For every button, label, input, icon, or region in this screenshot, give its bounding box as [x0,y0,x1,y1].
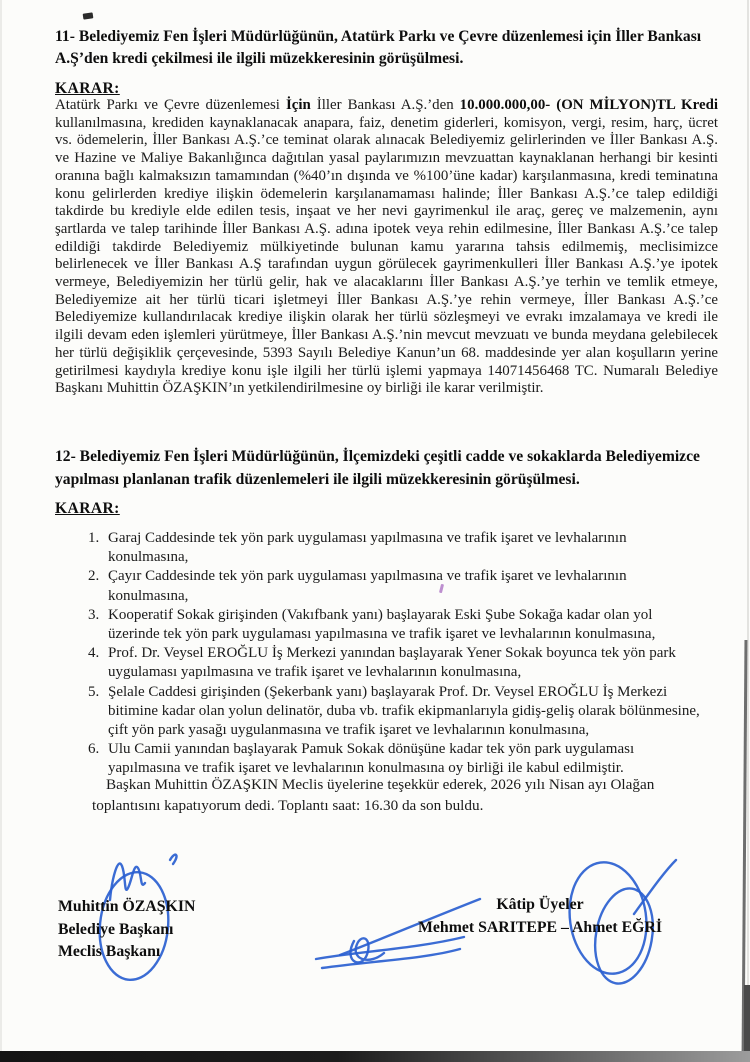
karar-11-seg4-bold: 10.000.000,00- (ON MİLYON)TL Kredi [459,97,718,113]
list-item-number: 4. [88,645,100,662]
list-item-text: Prof. Dr. Veysel EROĞLU İş Merkezi yanından başlayarak Yener Sokak boyunca tek yön park uygulaması yapılmasına ve trafik işaret ve levhalarının konulmasına, [108,645,676,681]
list-item [88,567,702,605]
scan-ink-smudge [83,12,94,19]
list-item-number: 2. [88,568,100,585]
closing-paragraph: Başkan Muhittin ÖZAŞKIN Meclis üyelerine teşekkür ederek, 2026 yılı Nisan ayı Olağan toplantısını kapatıyorum dedi. Toplantı saat: 16.30 da son buldu. [92,776,655,814]
karar-11-seg1: Atatürk Parkı ve Çevre düzenlemesi [55,97,286,113]
list-item [88,683,702,741]
karar-11-seg2-bold: İçin [285,97,311,113]
agenda-item-12-heading: 12- Belediyemiz Fen İşleri Müdürlüğünün, İlçemizdeki çeşitli cadde ve sokaklarda Belediyemizce yapılması planlanan trafik düzenlemeleri ile ilgili müzekkeresinin görüşülmesi. [55,448,700,488]
list-item-text: Garaj Caddesinde tek yön park uygulaması yapılmasına ve trafik işaret ve levhalarının konulmasına, [108,530,627,566]
list-item-number: 5. [88,683,100,700]
list-item-text: Şelale Caddesi girişinden (Şekerbank yanı) başlayarak Prof. Dr. Veysel EROĞLU İş Merkezi bitimine kadar olan yolun delinatör, duba vb. trafik ekipmanlarıyla gidiş-geliş olarak bölünmesine, çift yön park yasağı uygulanmasına ve trafik işaret ve levhalarının konulmasına, [108,683,700,739]
scan-edge-bottom-bar [0,1051,750,1062]
scan-edge-left [0,0,2,1062]
traffic-decision-list [88,529,702,779]
karar-11-seg3: İller Bankası A.Ş.’den [310,97,460,113]
list-item [88,644,702,682]
clerks-heading: Kâtip Üyeler [496,896,584,913]
list-item-text: Çayır Caddesinde tek yön park uygulaması yapılmasına ve trafik işaret ve levhalarının konulmasına, [108,568,627,604]
karar-11-seg5: kullanılmasına, krediden kaynaklanacak anapara, faiz, denetim giderleri, komisyon, vergi, resim, harç, ücret vs. ödemelerin, İller Bankası A.Ş.’ce teminat olarak alınacak Belediyemiz gelirlerinden ve İller Bankası A.Ş. ve Hazine ve Maliye Bakanlığınca dağıtılan yasal paylarımızın mevzuattan kaynaklanan herhangi bir kesinti oranına bağlı kalmaksızın tamamından (%40’ın dışında ve %100’üne kadar) karşılanmasına, kredi teminatına konu gelirlerden krediye ilişkin ödemelerin karşılanamaması halinde; İller Bankası A.Ş.’ce talep edildiği takdirde bu krediyle elde edilen tesis, inşaat ve her nevi gayrimenkul ile araç, gereç ve malzemenin, aynı şartlarda ve talep tarihinde İller Bankası A.Ş. adına ipotek veya rehin edilmesine, İller Bankası A.Ş.’ce talep edildiği takdirde Belediyemiz mülkiyetinde bulunan kamu yararına tahsis edilmemiş, meclisimizce belirlenecek ve İller Bankası A.Ş tarafından uygun görülecek gayrimenkulleri İller Bankası A.Ş.’ye ipotek vermeye, Belediyemizin her türlü gelir, hak ve alacaklarını İller Bankası A.Ş.’ye terhin ve temlik etmeye, Belediyemize ait her türlü ticari işletmeyi İller Bankası A.Ş.’ye rehin vermeye, İller Bankası A.Ş.’ce Belediyemize kullandırılacak krediye ilişkin olarak her türlü sözleşmeyi ve evrakı imzalamaya ve kredi ile ilgili devam eden işlemleri yürütmeye, İller Bankası A.Ş.’nin mevcut mevzuatı ve bunda meydana gelebilecek her türlü değişiklik çerçevesinde, 5393 Sayılı Belediye Kanun’un 68. maddesinde yer alan koşulların yerine getirilmesi kaydıyla krediye konu işle ilgili her türlü işlemi yapmaya 14071456468 TC. Numaralı Belediye Başkanı Muhittin ÖZAŞKIN’ın yetkilendirilmesine oy birliği ile karar verilmiştir. [55,114,718,397]
mayor-title-2: Meclis Başkanı [58,943,161,960]
list-item [88,529,702,567]
list-item-text: Kooperatif Sokak girişinden (Vakıfbank yanı) başlayarak Eski Şube Sokağa kadar olan yol üzerinde tek yön park uygulaması yapılmasına ve trafik işaret ve levhalarının konulmasına, [108,606,656,643]
list-item [88,606,702,644]
karar-label-item-12: KARAR: [55,500,120,517]
clerks-names: Mehmet SARITEPE – Ahmet EĞRİ [418,918,662,936]
signature-block-mayor [58,896,195,964]
signature-block-clerks [400,894,680,939]
list-item-number: 3. [88,606,100,623]
mayor-title-1: Belediye Başkanı [58,920,174,938]
list-item [88,740,702,778]
list-item-text: Ulu Camii yanından başlayarak Pamuk Sokak dönüşüne kadar tek yön park uygulaması yapılmasına ve trafik işaret ve levhalarının konulmasına oy birliği ile kabul edilmiştir. [108,741,635,777]
mayor-name: Muhittin ÖZAŞKIN [58,898,196,915]
scan-edge-right-faint [747,0,749,1062]
list-item-number: 6. [88,741,100,758]
karar-11-body-paragraph [55,97,718,398]
list-item-number: 1. [88,530,100,546]
karar-label-item-11: KARAR: [55,80,120,97]
agenda-item-11-heading: 11- Belediyemiz Fen İşleri Müdürlüğünün, Atatürk Parkı ve Çevre düzenlemesi için İller Bankası A.Ş’den kredi çekilmesi ile ilgili müzekkeresinin görüşülmesi. [55,28,702,67]
